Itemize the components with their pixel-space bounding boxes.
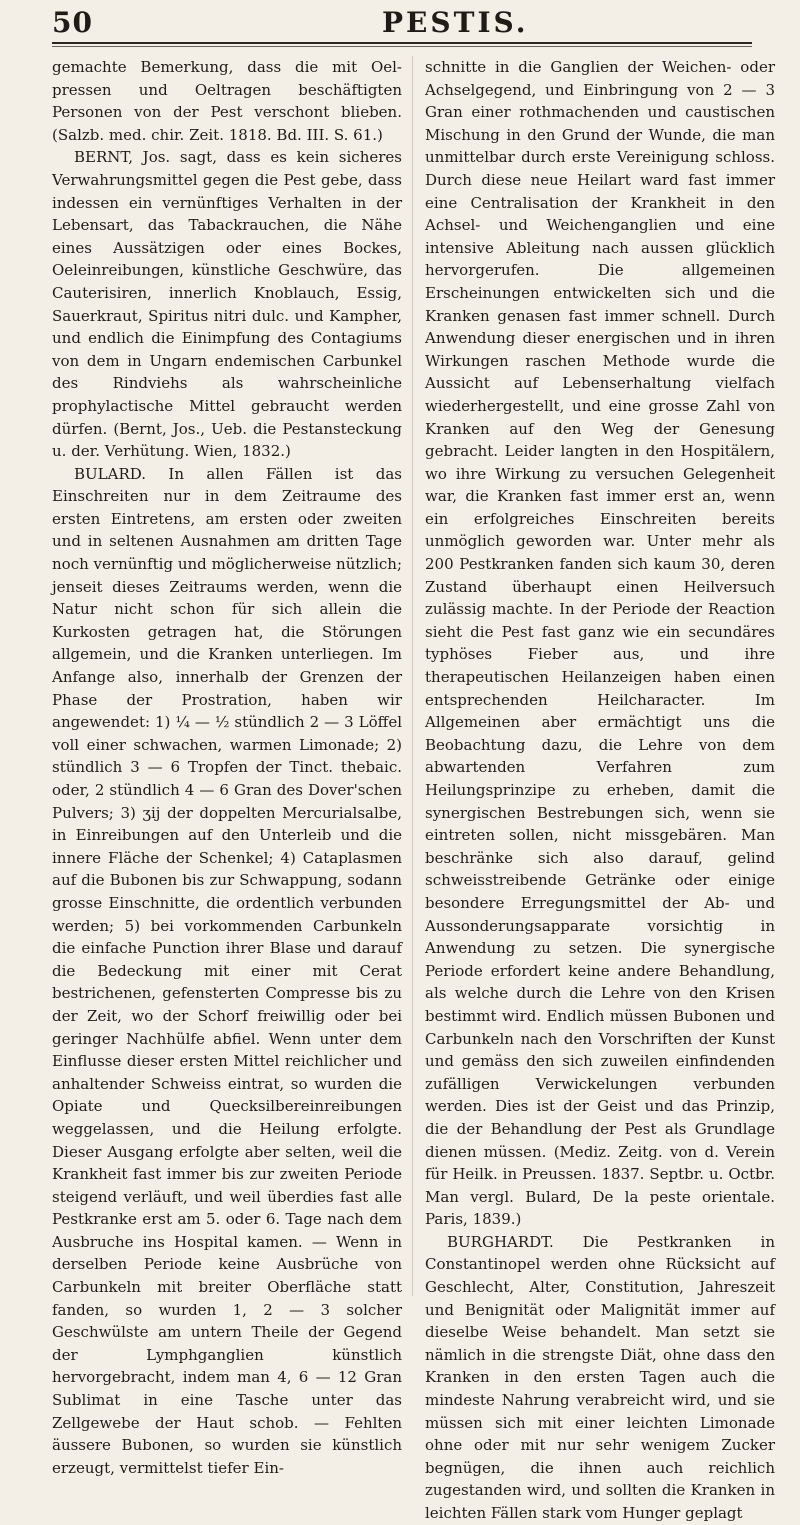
header-rule-thin	[52, 46, 752, 47]
paragraph-oil-pressers: gemachte Bemerkung, dass die mit Oel-pressen und Oeltragen beschäftigten Personen von der Pest verschont blieben. (Salzb. med. chir. Zeit. 1818. Bd. III. S. 61.)	[52, 58, 402, 144]
paragraph-burghardt: BURGHARDT. Die Pestkranken in Constantinopel werden ohne Rücksicht auf Geschlecht, Alter, Constitution, Jahreszeit und Benignität oder Malignität immer auf dieselbe Weise behandelt. Man setzt sie nämlich in die strengste Diät, ohne dass den Kranken in den ersten Tagen auch die mindeste Nahrung verabreicht wird, und sie müssen sich mit einer leichten Limonade ohne oder mit nur sehr wenigem Zucker begnügen, die ihnen auch reichlich zugestanden wird, und sollten die Kranken in leichten Fällen stark vom Hunger geplagt	[425, 1232, 775, 1522]
column-divider	[412, 56, 413, 1296]
page-header	[52, 6, 752, 40]
paragraph-bernt: BERNT, Jos. sagt, dass es kein sicheres Verwahrungsmittel gegen die Pest gebe, dass indessen ein vernünftiges Verhalten in der Lebensart, das Tabackrauchen, die Nähe eines Aussätzigen oder eines Bockes, Oeleinreibungen, künstliche Geschwüre, das Cauterisiren, innerlich Knoblauch, Essig, Sauerkraut, Spiritus nitri dulc. und Kampher, und endlich die Einimpfung des Contagiums von dem in Ungarn endemischen Carbunkel des Rindviehs als wahrscheinliche prophylactische Mittel gebraucht werden dürfen. (Bernt, Jos., Ueb. die Pestansteckung u. der. Verhütung. Wien, 1832.)	[52, 148, 402, 461]
paragraph-bulard: BULARD. In allen Fällen ist das Einschreiten nur in dem Zeitraume des ersten Eintretens, am ersten oder zweiten und in seltenen Ausnahmen am dritten Tage noch vernünftig und möglicherweise nützlich; jenseit dieses Zeitraums werden, wenn die Natur nicht schon für sich allein die Kurkosten getragen hat, die Störungen allgemein, und die Kranken unterliegen. Im Anfange also, innerhalb der Grenzen der Phase der Prostration, haben wir angewendet: 1) ¼ — ½ stündlich 2 — 3 Löffel voll einer schwachen, warmen Limonade; 2) stündlich 3 — 6 Tropfen der Tinct. thebaic. oder, 2 stündlich 4 — 6 Gran des Dover'schen Pulvers; 3) ʒij der doppelten Mercurialsalbe, in Einreibungen auf den Unterleib und die innere Fläche der Schenkel; 4) Cataplasmen auf die Bubonen bis zur Schwappung, sodann grosse Einschnitte, die ordentlich verbunden werden; 5) bei vorkommenden Carbunkeln die einfache Punction ihrer Blase und darauf die Bedeckung mit einer mit Cerat bestrichenen, gefensterten Compresse bis zu der Zeit, wo der Schorf freiwillig oder bei geringer Nachhülfe abfiel. Wenn unter dem Einflusse dieser ersten Mittel reichlicher und anhaltender Schweiss eintrat, so wurden die Opiate und Quecksilbereinreibungen weggelassen, und die Heilung erfolgte. Dieser Ausgang erfolgte aber selten, weil die Krankheit fast immer bis zur zweiten Periode steigend verläuft, und weil überdies fast alle Pestkranke erst am 5. oder 6. Tage nach dem Ausbruche ins Hospital kamen. — Wenn in derselben Periode keine Ausbrüche von Carbunkeln mit breiter Oberfläche statt fanden, so wurden 1, 2 — 3 solcher Geschwülste am untern Theile der Gegend der Lymphganglien künstlich hervorgebracht, indem man 4, 6 — 12 Gran Sublimat in eine Tasche unter das Zellgewebe der Haut schob. — Fehlten äussere Bubonen, so wurden sie künstlich erzeugt, vermittelst tiefer Ein-	[52, 464, 402, 1477]
running-title: PESTIS.	[382, 6, 529, 39]
left-column	[52, 56, 402, 1477]
paragraph-bulard-continued: schnitte in die Ganglien der Weichen- oder Achselgegend, und Einbringung von 2 — 3 Gran einer rothmachenden und caustischen Mischung in den Grund der Wunde, die man unmittelbar durch erste Vereinigung schloss. Durch diese neue Heilart ward fast immer eine Centralisation der Krankheit in den Achsel- und Weichenganglien und eine intensive Ableitung nach aussen glücklich hervorgerufen. Die allgemeinen Erscheinungen entwickelten sich und die Kranken genasen fast immer schnell. Durch Anwendung dieser energischen und in ihren Wirkungen raschen Methode wurde die Aussicht auf Lebenserhaltung vielfach wiederhergestellt, und eine grosse Zahl von Kranken auf den Weg der Genesung gebracht. Leider langten in den Hospitälern, wo ihre Wirkung zu versuchen Gelegenheit war, die Kranken fast immer erst an, wenn ein erfolgreiches Einschreiten bereits unmöglich geworden war. Unter mehr als 200 Pestkranken fanden sich kaum 30, deren Zustand überhaupt einen Heilversuch zulässig machte. In der Periode der Reaction sieht die Pest fast ganz wie ein secundäres typhöses Fieber aus, und ihre therapeutischen Heilanzeigen haben einen entsprechenden Heilcharacter. Im Allgemeinen aber ermächtigt uns die Beobachtung dazu, die Lehre von dem abwartenden Verfahren zum Heilungsprinzipe zu erheben, damit die synergischen Bestrebungen sich, wenn sie eintreten sollen, nicht missgebären. Man beschränke sich also darauf, gelind schweisstreibende Getränke oder einige besondere Erregungsmittel der Ab- und Aussonderungsapparate vorsichtig in Anwendung zu setzen. Die synergische Periode erfordert keine andere Behandlung, als welche durch die Lehre von den Krisen bestimmt wird. Endlich müssen Bubonen und Carbunkeln nach den Vorschriften der Kunst und gemäss den sich zuweilen einfindenden zufälligen Verwickelungen verbunden werden. Dies ist der Geist und das Prinzip, die der Behandlung der Pest als Grundlage dienen müssen. (Mediz. Zeitg. von d. Verein für Heilk. in Preussen. 1837. Septbr. u. Octbr. Man vergl. Bulard, De la peste orientale. Paris, 1839.)	[425, 58, 775, 1229]
right-column	[425, 56, 775, 1522]
header-rule	[52, 42, 752, 44]
page-number: 50	[52, 6, 93, 39]
